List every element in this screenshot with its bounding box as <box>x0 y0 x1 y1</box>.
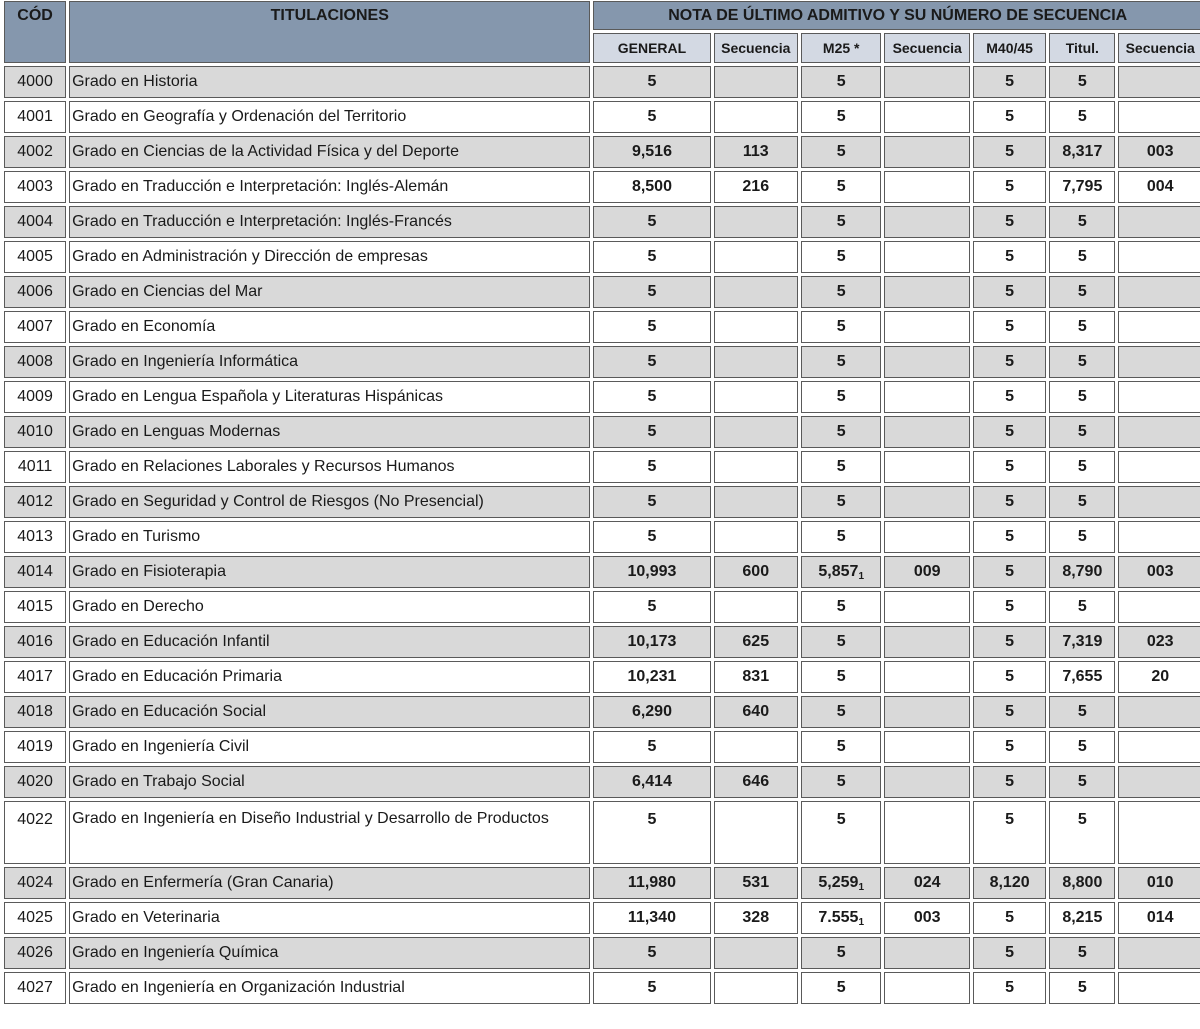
table-row <box>4 241 1200 273</box>
cell-secuencia-titul <box>1118 101 1200 133</box>
cell-secuencia-general <box>714 972 799 1004</box>
cell-titulacion: Grado en Administración y Dirección de empresas <box>69 241 590 273</box>
cell-titul: 5 <box>1049 241 1115 273</box>
cell-titul: 8,800 <box>1049 867 1115 899</box>
cell-m4045: 5 <box>973 451 1046 483</box>
cell-m25: 5 <box>801 766 881 798</box>
cell-secuencia-general <box>714 346 799 378</box>
cell-secuencia-m25: 009 <box>884 556 970 588</box>
cell-cod: 4014 <box>4 556 66 588</box>
table-header <box>4 1 1200 63</box>
table-row <box>4 521 1200 553</box>
cell-secuencia-titul <box>1118 66 1200 98</box>
cell-secuencia-general: 328 <box>714 902 799 934</box>
cell-titulacion: Grado en Ingeniería Química <box>69 937 590 969</box>
cell-titulacion: Grado en Ingeniería en Diseño Industrial y Desarrollo de Productos <box>69 801 590 864</box>
cell-secuencia-titul <box>1118 766 1200 798</box>
cell-m25: 5 <box>801 276 881 308</box>
cell-titulacion: Grado en Economía <box>69 311 590 343</box>
cell-m25: 5,2591 <box>801 867 881 899</box>
table-row <box>4 101 1200 133</box>
table-row <box>4 867 1200 899</box>
cell-cod: 4013 <box>4 521 66 553</box>
cell-m4045: 5 <box>973 241 1046 273</box>
cell-titul: 8,790 <box>1049 556 1115 588</box>
cell-m25: 5 <box>801 696 881 728</box>
cell-secuencia-general <box>714 241 799 273</box>
cell-general: 5 <box>593 801 710 864</box>
cell-general: 8,500 <box>593 171 710 203</box>
cell-secuencia-titul <box>1118 696 1200 728</box>
cell-titulacion: Grado en Seguridad y Control de Riesgos (No Presencial) <box>69 486 590 518</box>
cell-m25: 5 <box>801 206 881 238</box>
cell-m4045: 5 <box>973 311 1046 343</box>
header-secuencia-titul: Secuencia <box>1118 33 1200 63</box>
cell-secuencia-titul <box>1118 801 1200 864</box>
cell-titulacion: Grado en Ingeniería Informática <box>69 346 590 378</box>
cell-secuencia-m25: 024 <box>884 867 970 899</box>
cell-secuencia-general <box>714 311 799 343</box>
cell-titulacion: Grado en Trabajo Social <box>69 766 590 798</box>
cell-cod: 4004 <box>4 206 66 238</box>
cell-m4045: 5 <box>973 346 1046 378</box>
cell-titulacion: Grado en Veterinaria <box>69 902 590 934</box>
cell-secuencia-general: 531 <box>714 867 799 899</box>
cell-general: 11,980 <box>593 867 710 899</box>
cell-general: 5 <box>593 937 710 969</box>
m25-footnote-marker: 1 <box>858 916 865 928</box>
cell-general: 5 <box>593 591 710 623</box>
cell-m25: 5 <box>801 416 881 448</box>
cell-titul: 5 <box>1049 972 1115 1004</box>
cell-m4045: 5 <box>973 626 1046 658</box>
cell-cod: 4019 <box>4 731 66 763</box>
cell-m25: 5 <box>801 101 881 133</box>
cell-cod: 4002 <box>4 136 66 168</box>
table-row <box>4 626 1200 658</box>
cell-m4045: 5 <box>973 902 1046 934</box>
cell-cod: 4024 <box>4 867 66 899</box>
cell-secuencia-general <box>714 381 799 413</box>
cell-cod: 4006 <box>4 276 66 308</box>
table-row <box>4 346 1200 378</box>
cell-general: 5 <box>593 972 710 1004</box>
cell-titul: 7,795 <box>1049 171 1115 203</box>
cell-m4045: 5 <box>973 766 1046 798</box>
cell-general: 9,516 <box>593 136 710 168</box>
cell-cod: 4008 <box>4 346 66 378</box>
cell-titul: 5 <box>1049 101 1115 133</box>
cell-titulacion: Grado en Fisioterapia <box>69 556 590 588</box>
cell-general: 5 <box>593 731 710 763</box>
cell-secuencia-titul: 004 <box>1118 171 1200 203</box>
table-row <box>4 136 1200 168</box>
m25-footnote-marker: 1 <box>858 570 865 582</box>
cell-secuencia-m25 <box>884 972 970 1004</box>
cell-general: 5 <box>593 346 710 378</box>
cell-secuencia-m25 <box>884 731 970 763</box>
cell-m25: 5 <box>801 626 881 658</box>
cell-titulacion: Grado en Lenguas Modernas <box>69 416 590 448</box>
cell-general: 5 <box>593 276 710 308</box>
cell-cod: 4010 <box>4 416 66 448</box>
cell-secuencia-general <box>714 521 799 553</box>
cell-secuencia-titul <box>1118 241 1200 273</box>
cell-m25: 5 <box>801 451 881 483</box>
cell-secuencia-titul: 003 <box>1118 556 1200 588</box>
cell-general: 5 <box>593 206 710 238</box>
cell-secuencia-general: 640 <box>714 696 799 728</box>
table-row <box>4 416 1200 448</box>
table-row <box>4 766 1200 798</box>
cell-secuencia-m25 <box>884 937 970 969</box>
cell-general: 5 <box>593 416 710 448</box>
admissions-table <box>1 0 1200 1007</box>
cell-secuencia-m25 <box>884 591 970 623</box>
cell-general: 10,231 <box>593 661 710 693</box>
cell-m25: 5 <box>801 591 881 623</box>
cell-secuencia-general <box>714 416 799 448</box>
cell-titulacion: Grado en Educación Social <box>69 696 590 728</box>
cell-secuencia-general <box>714 451 799 483</box>
table-row <box>4 902 1200 934</box>
cell-titul: 5 <box>1049 311 1115 343</box>
cell-secuencia-titul <box>1118 521 1200 553</box>
cell-m25: 5 <box>801 661 881 693</box>
cell-secuencia-m25 <box>884 381 970 413</box>
cell-secuencia-general <box>714 101 799 133</box>
cell-m4045: 5 <box>973 171 1046 203</box>
cell-secuencia-m25 <box>884 66 970 98</box>
cell-secuencia-titul: 003 <box>1118 136 1200 168</box>
cell-m4045: 5 <box>973 731 1046 763</box>
cell-secuencia-general: 113 <box>714 136 799 168</box>
cell-m25: 5,8571 <box>801 556 881 588</box>
cell-m4045: 5 <box>973 416 1046 448</box>
cell-m4045: 5 <box>973 206 1046 238</box>
cell-titulacion: Grado en Ingeniería Civil <box>69 731 590 763</box>
cell-cod: 4003 <box>4 171 66 203</box>
table-row <box>4 731 1200 763</box>
m25-footnote-marker: 1 <box>858 881 865 893</box>
table-row <box>4 276 1200 308</box>
cell-secuencia-general <box>714 801 799 864</box>
cell-m4045: 5 <box>973 101 1046 133</box>
cell-general: 5 <box>593 311 710 343</box>
cell-secuencia-titul <box>1118 276 1200 308</box>
cell-m25: 5 <box>801 801 881 864</box>
cell-secuencia-m25 <box>884 276 970 308</box>
cell-general: 10,173 <box>593 626 710 658</box>
cell-titul: 7,319 <box>1049 626 1115 658</box>
cell-secuencia-titul <box>1118 591 1200 623</box>
cell-titul: 5 <box>1049 451 1115 483</box>
cell-secuencia-m25 <box>884 661 970 693</box>
cell-cod: 4007 <box>4 311 66 343</box>
cell-cod: 4017 <box>4 661 66 693</box>
cell-cod: 4025 <box>4 902 66 934</box>
cell-secuencia-titul: 20 <box>1118 661 1200 693</box>
cell-secuencia-general <box>714 206 799 238</box>
cell-general: 5 <box>593 451 710 483</box>
cell-m25: 5 <box>801 241 881 273</box>
cell-titulacion: Grado en Ciencias de la Actividad Física y del Deporte <box>69 136 590 168</box>
cell-m25: 5 <box>801 486 881 518</box>
cell-titulacion: Grado en Ingeniería en Organización Industrial <box>69 972 590 1004</box>
cell-m4045: 5 <box>973 136 1046 168</box>
cell-m25: 5 <box>801 311 881 343</box>
cell-secuencia-m25 <box>884 171 970 203</box>
cell-m4045: 5 <box>973 801 1046 864</box>
table-body <box>4 66 1200 1004</box>
cell-m25: 5 <box>801 937 881 969</box>
cell-general: 5 <box>593 66 710 98</box>
cell-cod: 4026 <box>4 937 66 969</box>
cell-secuencia-general <box>714 486 799 518</box>
cell-secuencia-titul <box>1118 346 1200 378</box>
cell-m25: 5 <box>801 381 881 413</box>
table-row <box>4 381 1200 413</box>
cell-cod: 4000 <box>4 66 66 98</box>
cell-titulacion: Grado en Enfermería (Gran Canaria) <box>69 867 590 899</box>
cell-secuencia-m25 <box>884 416 970 448</box>
cell-titul: 5 <box>1049 521 1115 553</box>
cell-general: 5 <box>593 486 710 518</box>
cell-titul: 8,317 <box>1049 136 1115 168</box>
cell-titul: 5 <box>1049 696 1115 728</box>
cell-titulacion: Grado en Relaciones Laborales y Recursos Humanos <box>69 451 590 483</box>
cell-secuencia-m25 <box>884 451 970 483</box>
cell-secuencia-titul <box>1118 937 1200 969</box>
cell-secuencia-m25 <box>884 696 970 728</box>
cell-secuencia-m25 <box>884 801 970 864</box>
cell-titul: 5 <box>1049 731 1115 763</box>
cell-secuencia-titul <box>1118 451 1200 483</box>
cell-general: 11,340 <box>593 902 710 934</box>
cell-titulacion: Grado en Derecho <box>69 591 590 623</box>
cell-titul: 5 <box>1049 486 1115 518</box>
cell-general: 6,414 <box>593 766 710 798</box>
cell-secuencia-general <box>714 276 799 308</box>
header-group: NOTA DE ÚLTIMO ADMITIVO Y SU NÚMERO DE SECUENCIA <box>593 1 1200 30</box>
cell-m25: 5 <box>801 521 881 553</box>
cell-cod: 4009 <box>4 381 66 413</box>
cell-titulacion: Grado en Ciencias del Mar <box>69 276 590 308</box>
cell-titul: 5 <box>1049 276 1115 308</box>
cell-m25: 7.5551 <box>801 902 881 934</box>
cell-m4045: 8,120 <box>973 867 1046 899</box>
cell-secuencia-general <box>714 66 799 98</box>
cell-titulacion: Grado en Historia <box>69 66 590 98</box>
cell-titul: 5 <box>1049 766 1115 798</box>
cell-cod: 4018 <box>4 696 66 728</box>
header-titul: Titul. <box>1049 33 1115 63</box>
table-row <box>4 591 1200 623</box>
cell-general: 5 <box>593 101 710 133</box>
cell-m25: 5 <box>801 136 881 168</box>
cell-titulacion: Grado en Educación Infantil <box>69 626 590 658</box>
header-secuencia-general: Secuencia <box>714 33 799 63</box>
cell-secuencia-general: 600 <box>714 556 799 588</box>
cell-secuencia-titul <box>1118 972 1200 1004</box>
table-row <box>4 66 1200 98</box>
cell-m25: 5 <box>801 346 881 378</box>
cell-secuencia-m25 <box>884 626 970 658</box>
cell-secuencia-m25 <box>884 766 970 798</box>
cell-m4045: 5 <box>973 556 1046 588</box>
table-row <box>4 972 1200 1004</box>
header-secuencia-m25: Secuencia <box>884 33 970 63</box>
cell-secuencia-m25: 003 <box>884 902 970 934</box>
cell-secuencia-m25 <box>884 206 970 238</box>
cell-cod: 4015 <box>4 591 66 623</box>
cell-secuencia-general: 646 <box>714 766 799 798</box>
cell-secuencia-titul <box>1118 731 1200 763</box>
cell-cod: 4020 <box>4 766 66 798</box>
header-titulaciones: TITULACIONES <box>69 1 590 63</box>
cell-secuencia-general <box>714 937 799 969</box>
cell-secuencia-titul: 010 <box>1118 867 1200 899</box>
cell-secuencia-titul <box>1118 206 1200 238</box>
cell-cod: 4011 <box>4 451 66 483</box>
cell-m4045: 5 <box>973 937 1046 969</box>
table-row <box>4 696 1200 728</box>
cell-m4045: 5 <box>973 66 1046 98</box>
table-row <box>4 556 1200 588</box>
cell-m4045: 5 <box>973 521 1046 553</box>
cell-titul: 5 <box>1049 801 1115 864</box>
cell-cod: 4022 <box>4 801 66 864</box>
cell-secuencia-m25 <box>884 311 970 343</box>
header-general: GENERAL <box>593 33 710 63</box>
cell-secuencia-titul <box>1118 381 1200 413</box>
table-row <box>4 206 1200 238</box>
cell-titulacion: Grado en Lengua Española y Literaturas Hispánicas <box>69 381 590 413</box>
cell-secuencia-general: 625 <box>714 626 799 658</box>
cell-general: 5 <box>593 521 710 553</box>
cell-titul: 7,655 <box>1049 661 1115 693</box>
cell-secuencia-titul: 023 <box>1118 626 1200 658</box>
header-cod: CÓD <box>4 1 66 63</box>
cell-titulacion: Grado en Traducción e Interpretación: Inglés-Francés <box>69 206 590 238</box>
cell-titul: 5 <box>1049 381 1115 413</box>
cell-secuencia-general <box>714 591 799 623</box>
cell-general: 5 <box>593 241 710 273</box>
table-row <box>4 451 1200 483</box>
cell-secuencia-m25 <box>884 346 970 378</box>
cell-titul: 5 <box>1049 416 1115 448</box>
cell-m25: 5 <box>801 731 881 763</box>
cell-titulacion: Grado en Geografía y Ordenación del Territorio <box>69 101 590 133</box>
cell-m25: 5 <box>801 972 881 1004</box>
cell-titul: 5 <box>1049 66 1115 98</box>
header-m25: M25 * <box>801 33 881 63</box>
cell-titulacion: Grado en Turismo <box>69 521 590 553</box>
table-row <box>4 661 1200 693</box>
cell-general: 6,290 <box>593 696 710 728</box>
cell-m25: 5 <box>801 171 881 203</box>
cell-secuencia-general: 216 <box>714 171 799 203</box>
cell-cod: 4001 <box>4 101 66 133</box>
cell-general: 5 <box>593 381 710 413</box>
cell-m4045: 5 <box>973 696 1046 728</box>
cell-m4045: 5 <box>973 591 1046 623</box>
cell-titul: 5 <box>1049 937 1115 969</box>
cell-cod: 4005 <box>4 241 66 273</box>
cell-titul: 5 <box>1049 346 1115 378</box>
cell-m4045: 5 <box>973 276 1046 308</box>
cell-m4045: 5 <box>973 381 1046 413</box>
table-row <box>4 311 1200 343</box>
cell-m4045: 5 <box>973 661 1046 693</box>
cell-titul: 5 <box>1049 591 1115 623</box>
cell-m4045: 5 <box>973 486 1046 518</box>
cell-secuencia-general <box>714 731 799 763</box>
cell-m4045: 5 <box>973 972 1046 1004</box>
cell-cod: 4027 <box>4 972 66 1004</box>
cell-secuencia-general: 831 <box>714 661 799 693</box>
header-m4045: M40/45 <box>973 33 1046 63</box>
cell-cod: 4016 <box>4 626 66 658</box>
cell-secuencia-m25 <box>884 101 970 133</box>
cell-secuencia-m25 <box>884 521 970 553</box>
table-row <box>4 171 1200 203</box>
cell-general: 10,993 <box>593 556 710 588</box>
cell-titul: 8,215 <box>1049 902 1115 934</box>
table-row <box>4 801 1200 864</box>
cell-secuencia-titul <box>1118 486 1200 518</box>
cell-secuencia-m25 <box>884 241 970 273</box>
cell-secuencia-m25 <box>884 486 970 518</box>
cell-secuencia-titul: 014 <box>1118 902 1200 934</box>
table-row <box>4 937 1200 969</box>
cell-secuencia-m25 <box>884 136 970 168</box>
cell-titulacion: Grado en Educación Primaria <box>69 661 590 693</box>
table-row <box>4 486 1200 518</box>
cell-m25: 5 <box>801 66 881 98</box>
cell-titulacion: Grado en Traducción e Interpretación: Inglés-Alemán <box>69 171 590 203</box>
cell-titul: 5 <box>1049 206 1115 238</box>
cell-cod: 4012 <box>4 486 66 518</box>
cell-secuencia-titul <box>1118 311 1200 343</box>
cell-secuencia-titul <box>1118 416 1200 448</box>
